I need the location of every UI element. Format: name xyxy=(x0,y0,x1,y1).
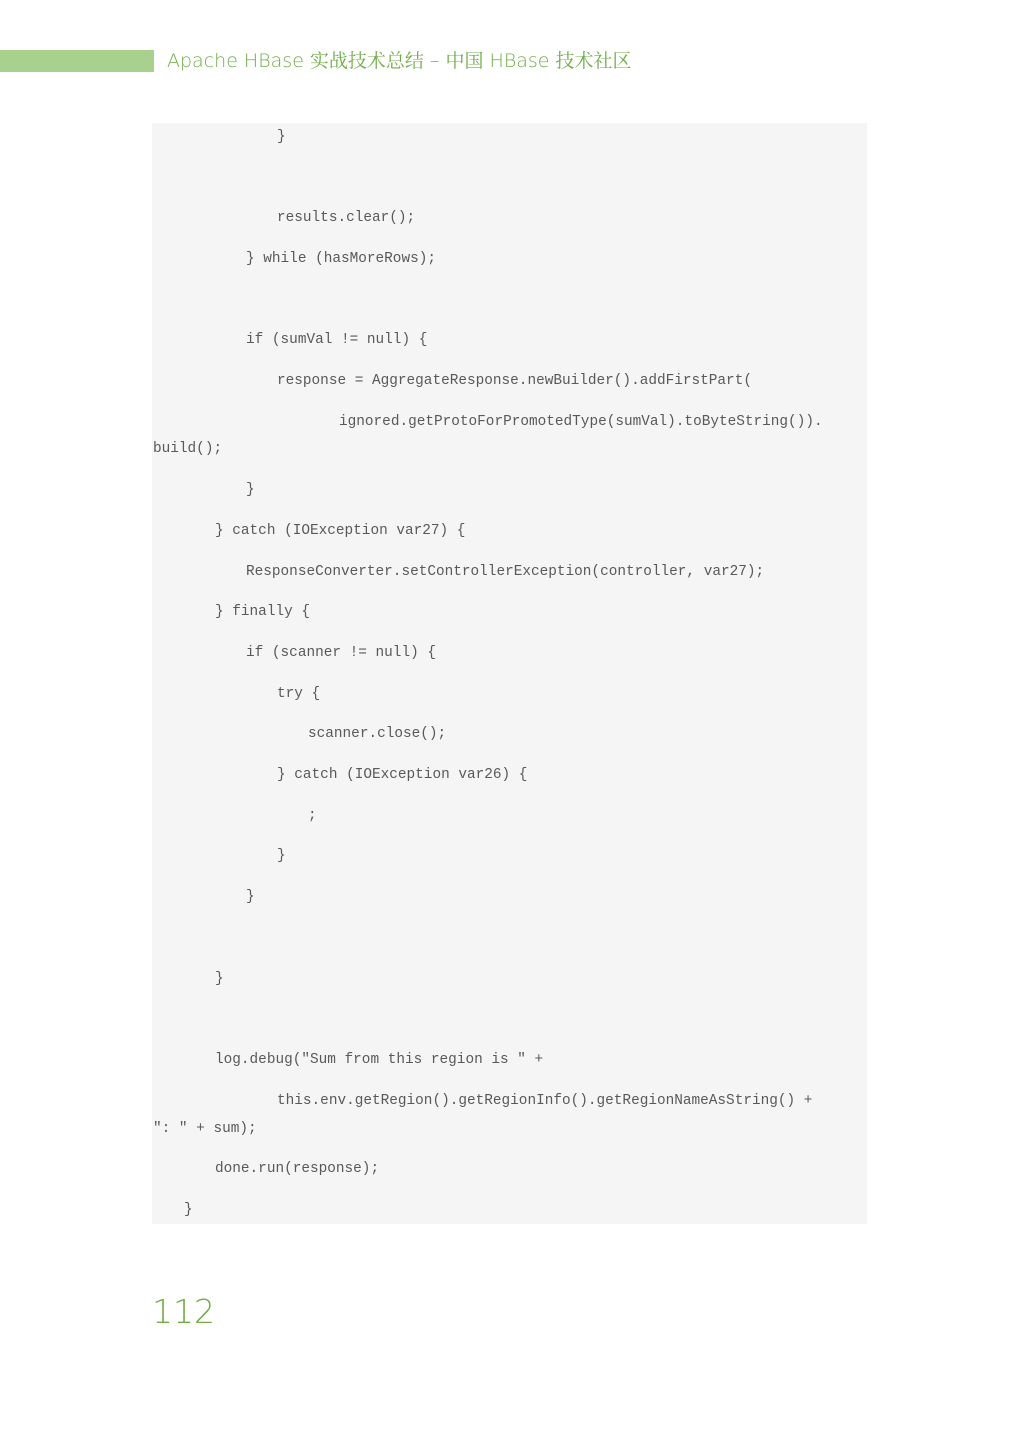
code-line: } finally { xyxy=(215,604,310,620)
code-line: if (scanner != null) { xyxy=(246,645,436,661)
code-line: response = AggregateResponse.newBuilder().addFirstPart( xyxy=(277,373,752,389)
code-line: scanner.close(); xyxy=(308,726,447,742)
code-line: build(); xyxy=(153,441,223,457)
code-line: ": " + sum); xyxy=(153,1121,257,1137)
code-line: ; xyxy=(308,808,317,824)
code-line: } xyxy=(246,482,255,498)
code-line: ResponseConverter.setControllerException(controller, var27); xyxy=(246,564,765,580)
code-line: results.clear(); xyxy=(277,210,416,226)
code-line: } xyxy=(246,889,255,905)
code-line: } xyxy=(277,129,286,145)
code-line: done.run(response); xyxy=(215,1161,380,1177)
page-number: 112 xyxy=(152,1292,215,1331)
header-accent-bar xyxy=(0,50,154,72)
code-line: try { xyxy=(277,686,321,702)
running-header-title: Apache HBase 实战技术总结 – 中国 HBase 技术社区 xyxy=(167,50,632,72)
code-line: ignored.getProtoForPromotedType(sumVal).toByteString()). xyxy=(339,414,823,430)
code-line: } catch (IOException var26) { xyxy=(277,767,528,783)
code-line: } catch (IOException var27) { xyxy=(215,523,466,539)
code-line: } xyxy=(277,848,286,864)
code-line: if (sumVal != null) { xyxy=(246,332,428,348)
code-line: } xyxy=(215,971,224,987)
code-line: this.env.getRegion().getRegionInfo().getRegionNameAsString() + xyxy=(277,1093,813,1109)
code-line: } xyxy=(184,1202,193,1218)
code-line: } while (hasMoreRows); xyxy=(246,251,436,267)
code-line: log.debug("Sum from this region is " + xyxy=(215,1052,544,1068)
